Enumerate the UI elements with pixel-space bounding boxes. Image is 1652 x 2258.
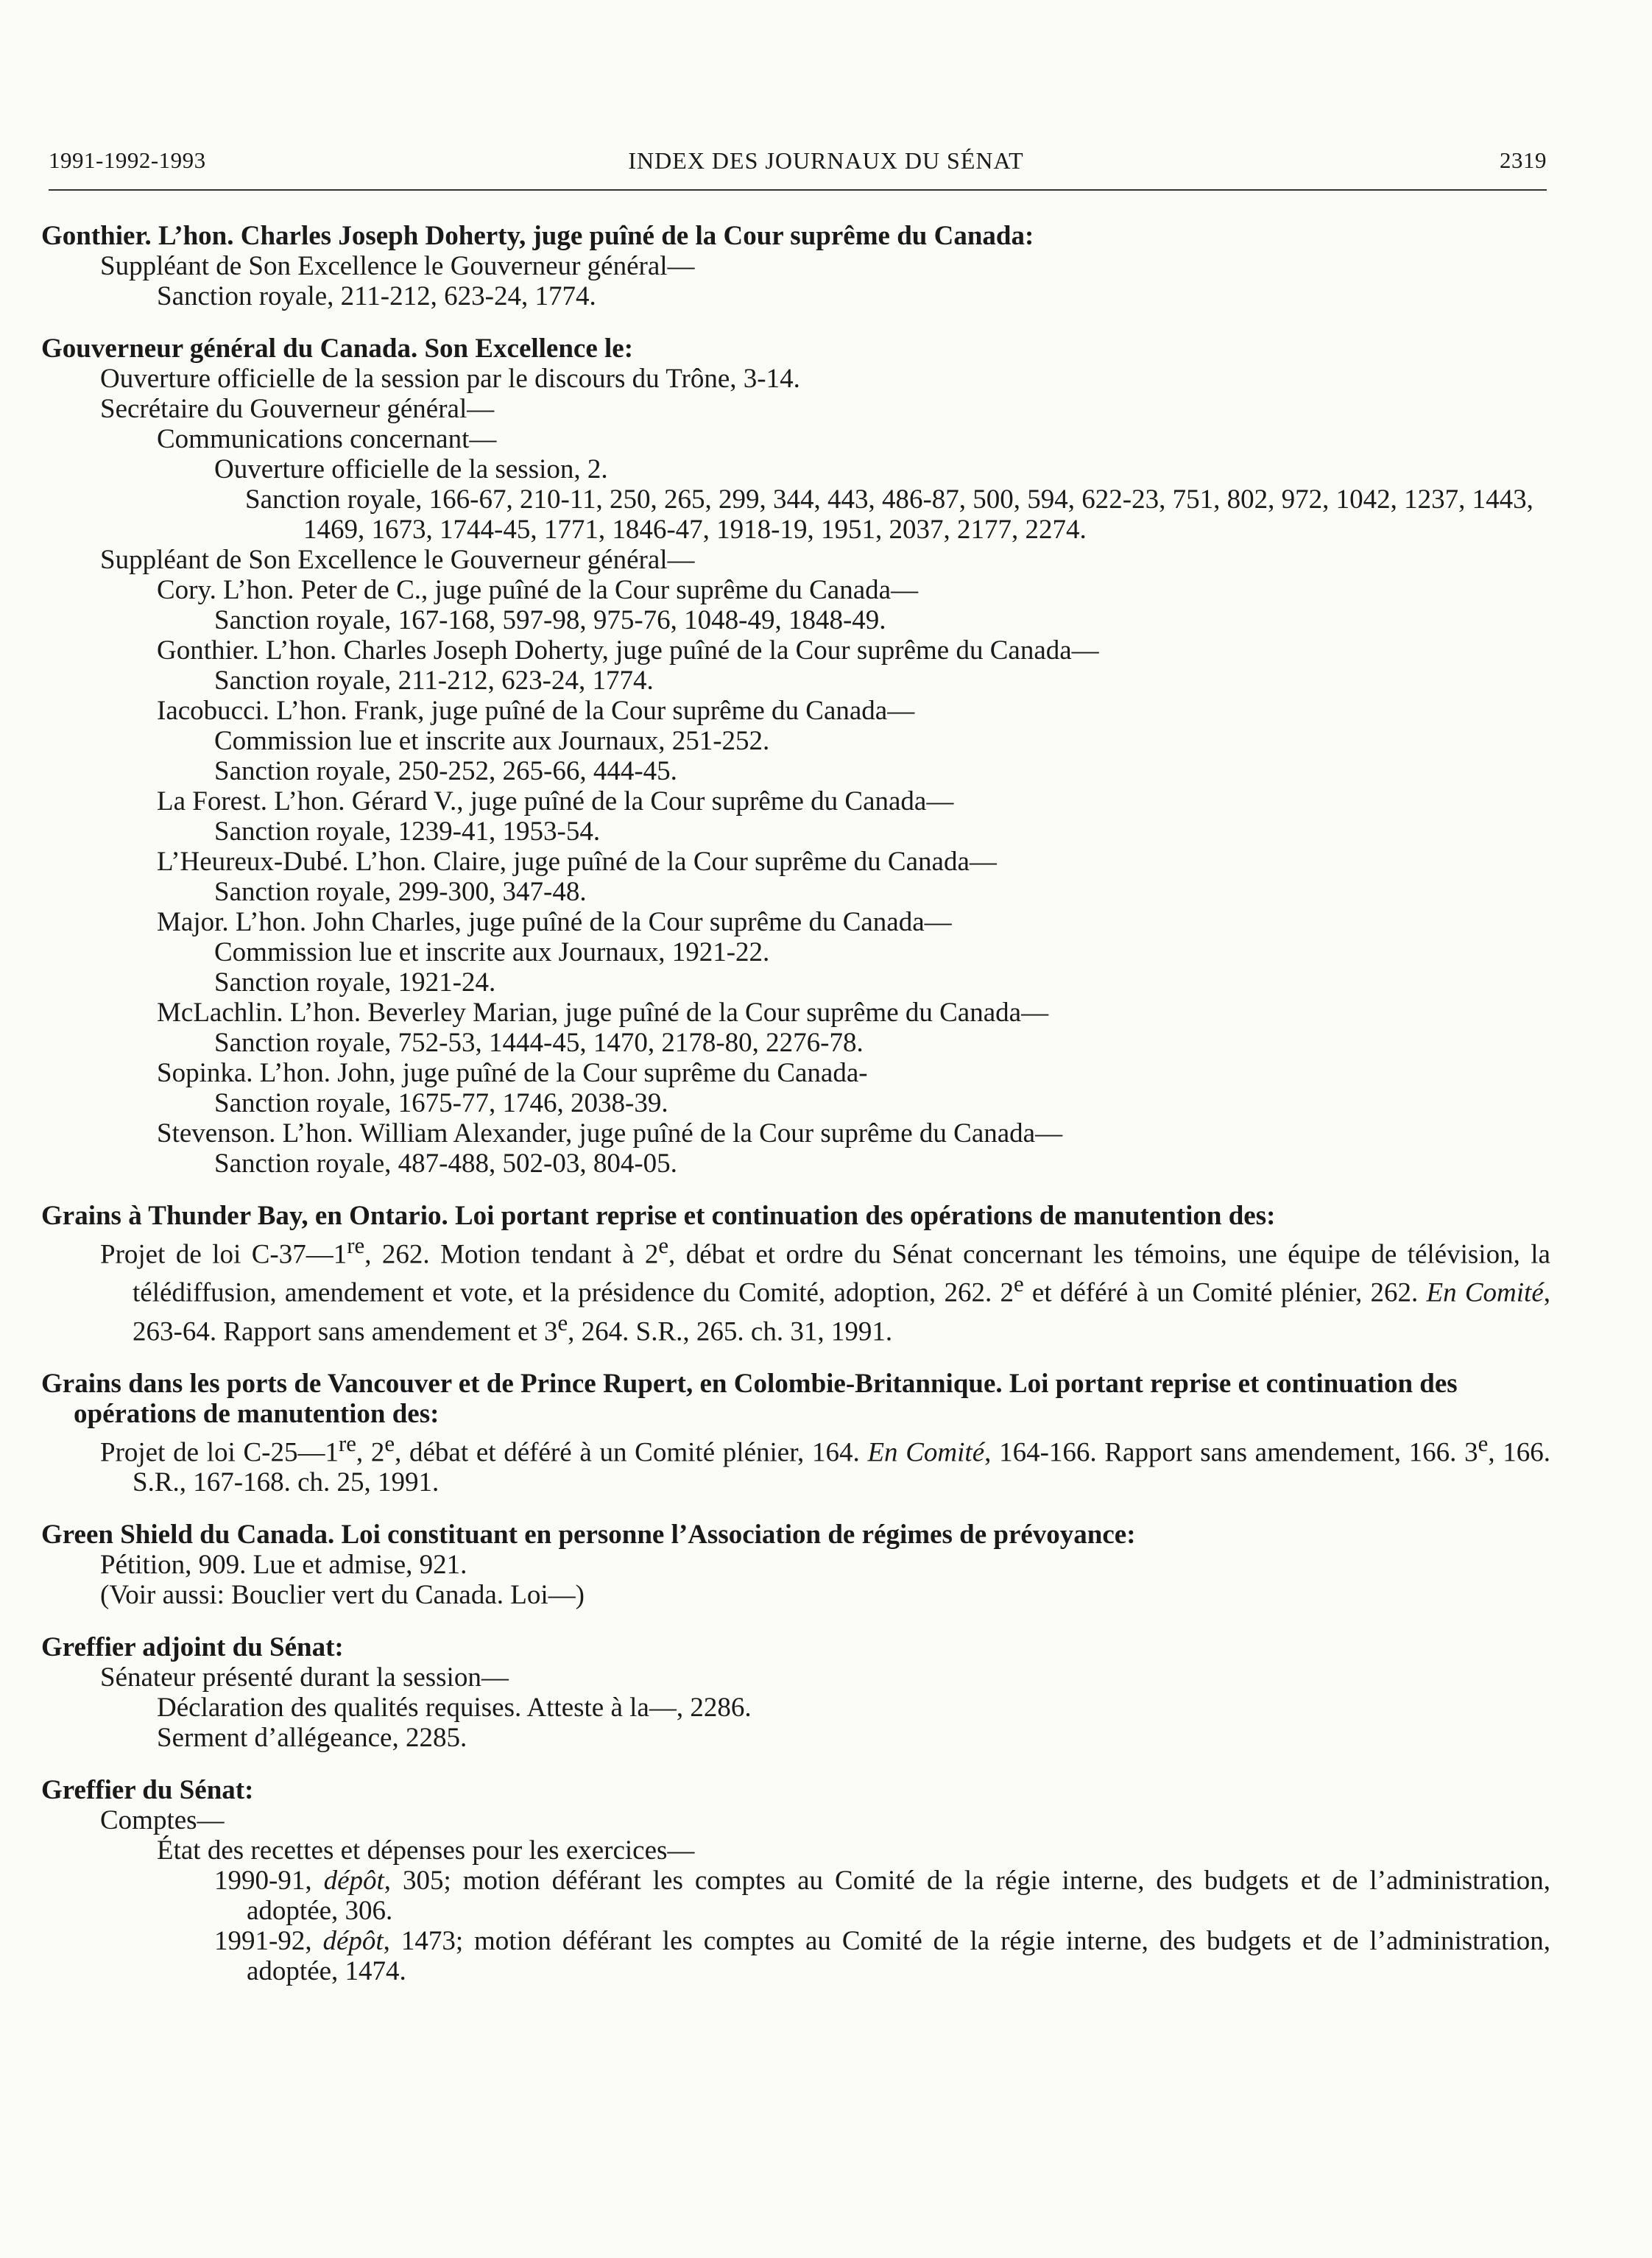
entry-line: Cory. L’hon. Peter de C., juge puîné de la Cour suprême du Canada—: [157, 575, 919, 605]
entry-heading: Gonthier. L’hon. Charles Joseph Doherty, juge puîné de la Cour suprême du Canada:: [41, 221, 1034, 251]
entry-line: La Forest. L’hon. Gérard V., juge puîné de la Cour suprême du Canada—: [157, 786, 954, 816]
entry-line: Secrétaire du Gouverneur général—: [100, 394, 495, 424]
index-entry: [41, 334, 1550, 1179]
index-entry: [41, 1201, 1550, 1347]
entry-line: Sanction royale, 1921-24.: [214, 967, 496, 998]
entry-line: Ouverture officielle de la session par le discours du Trône, 3-14.: [100, 364, 800, 394]
entry-line: McLachlin. L’hon. Beverley Marian, juge puîné de la Cour suprême du Canada—: [157, 998, 1049, 1028]
entry-line: Communications concernant—: [157, 424, 497, 454]
running-years: 1991-1992-1993: [49, 147, 206, 173]
entry-line: Projet de loi C-37—1re, 262. Motion tendant à 2e, débat et ordre du Sénat concernant les témoins, une équipe de télévision, la télédiffusion, amendement et vote, et la présidence du Comité, adoption, 262. 2e et déféré à un Comité plénier, 262. En Comité, 263-64. Rapport sans amendement et 3e, 264. S.R., 265. ch. 31, 1991.: [100, 1233, 1550, 1347]
entry-line: Sopinka. L’hon. John, juge puîné de la Cour suprême du Canada-: [157, 1058, 868, 1088]
entry-line: Commission lue et inscrite aux Journaux, 1921-22.: [214, 937, 770, 967]
index-content: [41, 221, 1550, 2008]
entry-line: Sanction royale, 752-53, 1444-45, 1470, 2178-80, 2276-78.: [214, 1028, 864, 1058]
entry-line: État des recettes et dépenses pour les exercices—: [157, 1835, 695, 1866]
entry-heading: Greffier du Sénat:: [41, 1775, 254, 1806]
page-number: 2319: [1500, 147, 1547, 173]
entry-line: (Voir aussi: Bouclier vert du Canada. Loi—): [100, 1580, 585, 1611]
entry-line: Sanction royale, 250-252, 265-66, 444-45.: [214, 756, 677, 786]
entry-line: Commission lue et inscrite aux Journaux, 251-252.: [214, 726, 770, 756]
entry-heading: Greffier adjoint du Sénat:: [41, 1632, 344, 1663]
entry-line: Sanction royale, 211-212, 623-24, 1774.: [157, 281, 596, 311]
entry-line: Déclaration des qualités requises. Atteste à la—, 2286.: [157, 1693, 752, 1724]
entry-line: 1990-91, dépôt, 305; motion déférant les comptes au Comité de la régie interne, des budgets et de l’administration, adoptée, 306.: [214, 1866, 1550, 1927]
entry-line: Stevenson. L’hon. William Alexander, juge puîné de la Cour suprême du Canada—: [157, 1118, 1063, 1149]
entry-line: Major. L’hon. John Charles, juge puîné de la Cour suprême du Canada—: [157, 907, 952, 937]
entry-line: Sanction royale, 211-212, 623-24, 1774.: [214, 666, 654, 696]
entry-line: Pétition, 909. Lue et admise, 921.: [100, 1550, 467, 1581]
entry-heading: Gouverneur général du Canada. Son Excellence le:: [41, 334, 634, 364]
header-rule: [49, 189, 1547, 191]
entry-line: Suppléant de Son Excellence le Gouverneur général—: [100, 251, 695, 281]
entry-heading: Grains dans les ports de Vancouver et de Prince Rupert, en Colombie-Britannique. Loi portant reprise et continuation des opérations de manutention des:: [41, 1368, 1458, 1429]
entry-line: Gonthier. L’hon. Charles Joseph Doherty, juge puîné de la Cour suprême du Canada—: [157, 635, 1099, 666]
index-entry: [41, 1775, 1550, 1986]
running-title: INDEX DES JOURNAUX DU SÉNAT: [628, 147, 1024, 174]
index-entry: [41, 1520, 1550, 1610]
entry-line: Sanction royale, 166-67, 210-11, 250, 265, 299, 344, 443, 486-87, 500, 594, 622-23, 751, 802, 972, 1042, 1237, 1443, 1469, 1673, 1744-45, 1771, 1846-47, 1918-19, 1951, 2037, 2177, 2274.: [245, 484, 1533, 545]
entry-heading: Grains à Thunder Bay, en Ontario. Loi portant reprise et continuation des opérations de manutention des:: [41, 1201, 1276, 1231]
entry-line: Iacobucci. L’hon. Frank, juge puîné de la Cour suprême du Canada—: [157, 696, 915, 726]
entry-line: Serment d’allégeance, 2285.: [157, 1723, 467, 1754]
entry-line: Suppléant de Son Excellence le Gouverneur général—: [100, 545, 695, 575]
entry-line: Projet de loi C-25—1re, 2e, débat et déféré à un Comité plénier, 164. En Comité, 164-166. Rapport sans amendement, 166. 3e, 166. S.R., 167-168. ch. 25, 1991.: [100, 1430, 1551, 1498]
index-entry: [41, 1369, 1550, 1497]
entry-line: Sanction royale, 167-168, 597-98, 975-76, 1048-49, 1848-49.: [214, 605, 886, 635]
entry-line: Comptes—: [100, 1805, 225, 1836]
entry-line: Sanction royale, 1239-41, 1953-54.: [214, 816, 601, 847]
entry-line: Sanction royale, 299-300, 347-48.: [214, 877, 587, 907]
entry-line: Sanction royale, 487-488, 502-03, 804-05.: [214, 1149, 677, 1179]
entry-line: Ouverture officielle de la session, 2.: [214, 454, 608, 484]
entry-line: Sanction royale, 1675-77, 1746, 2038-39.: [214, 1088, 668, 1118]
index-entry: [41, 1632, 1550, 1753]
index-entry: [41, 221, 1550, 311]
entry-line: 1991-92, dépôt, 1473; motion déférant les comptes au Comité de la régie interne, des budgets et de l’administration, adoptée, 1474.: [214, 1926, 1550, 1987]
entry-line: L’Heureux-Dubé. L’hon. Claire, juge puîné de la Cour suprême du Canada—: [157, 847, 997, 877]
entry-line: Sénateur présenté durant la session—: [100, 1662, 509, 1693]
entry-heading: Green Shield du Canada. Loi constituant en personne l’Association de régimes de prévoyance:: [41, 1520, 1136, 1550]
